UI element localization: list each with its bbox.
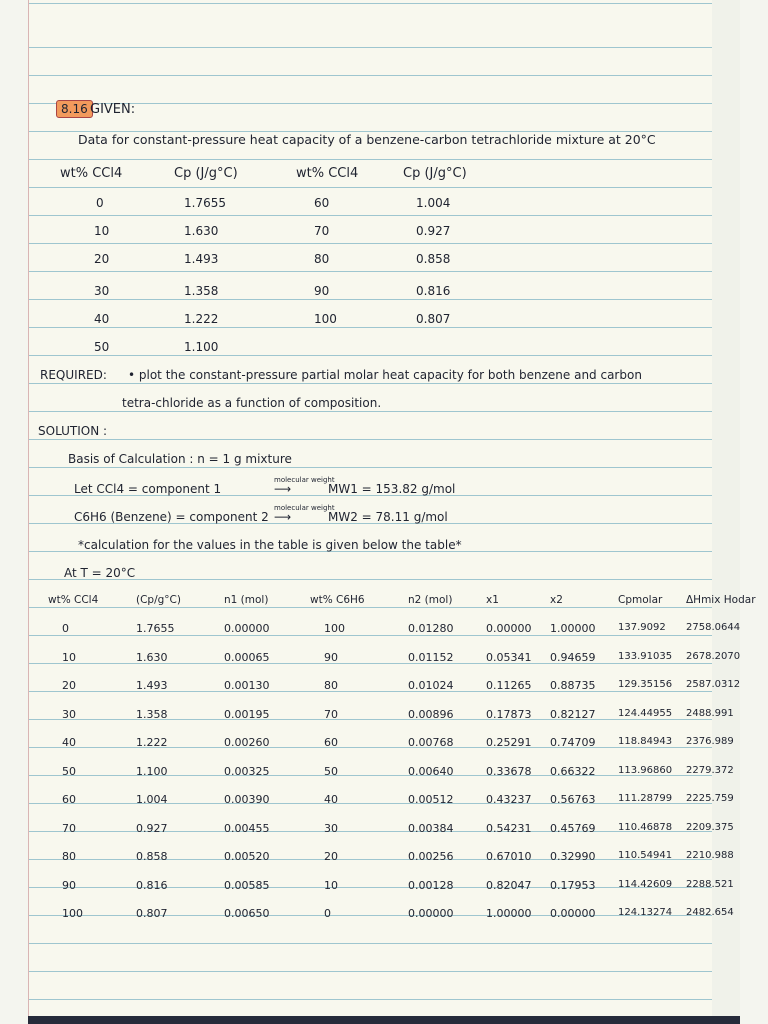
given-right-cp: 0.927 (416, 224, 451, 238)
results-cell-x2: 0.00000 (550, 907, 596, 920)
given-left-cp: 1.7655 (184, 196, 226, 210)
results-cell-dh-mix: 2225.759 (686, 793, 734, 804)
results-header-n1: n1 (mol) (224, 594, 269, 606)
results-cell-x2: 0.32990 (550, 850, 596, 863)
results-cell-x2: 0.45769 (550, 821, 596, 835)
results-cell-cp-molar: 111.28799 (618, 793, 673, 804)
results-cell-x1: 0.25291 (486, 736, 532, 749)
given-right-cp: 0.858 (416, 252, 451, 266)
page-edge (712, 0, 740, 1024)
results-cell-wt-c6h6: 70 (324, 707, 338, 721)
results-cell-wt-c6h6: 10 (324, 878, 338, 892)
results-cell-cp-molar: 110.54941 (618, 850, 673, 861)
results-cell-n1: 0.00260 (224, 736, 270, 749)
results-cell-cp-molar: 124.13274 (618, 907, 673, 918)
solution-label: SOLUTION : (38, 424, 108, 438)
results-cell-cp: 1.100 (136, 764, 168, 778)
results-header-cp: (Cp/g°C) (136, 594, 181, 606)
results-header-wt-c6h6: wt% C6H6 (310, 594, 365, 606)
results-cell-wt-ccl4: 10 (62, 650, 76, 664)
results-cell-wt-ccl4: 60 (62, 793, 76, 806)
results-cell-x2: 0.74709 (550, 736, 596, 749)
given-left-wt: 0 (96, 196, 104, 210)
results-cell-wt-ccl4: 50 (62, 764, 76, 778)
given-right-wt: 70 (314, 224, 330, 238)
results-cell-dh-mix: 2376.989 (686, 736, 734, 747)
results-cell-n2: 0.00512 (408, 793, 454, 806)
results-cell-cp-molar: 110.46878 (618, 821, 673, 833)
results-cell-wt-ccl4: 80 (62, 850, 76, 863)
results-cell-dh-mix: 2210.988 (686, 850, 734, 861)
given-left-wt: 40 (94, 312, 110, 326)
results-cell-n2: 0.00768 (408, 736, 454, 749)
results-cell-x2: 1.00000 (550, 622, 596, 635)
results-cell-n1: 0.00585 (224, 878, 270, 892)
results-header-cp-molar: Cpmolar (618, 594, 663, 606)
results-cell-x1: 0.05341 (486, 650, 532, 664)
results-cell-x1: 0.82047 (486, 878, 532, 892)
results-cell-dh-mix: 2482.654 (686, 907, 734, 918)
results-cell-dh-mix: 2678.2070 (686, 650, 741, 662)
results-cell-n2: 0.01024 (408, 679, 454, 692)
problem-description: Data for constant-pressure heat capacity of a benzene-carbon tetrachloride mixture at 20°C (78, 132, 656, 147)
arrow-note-1: molecular weight (274, 476, 335, 484)
notebook-page (28, 0, 756, 1024)
results-cell-wt-ccl4: 100 (62, 907, 83, 920)
results-header-x2: x2 (550, 594, 563, 606)
results-cell-cp: 0.927 (136, 821, 168, 835)
problem-number-badge: 8.16 (56, 100, 93, 118)
results-cell-x2: 0.17953 (550, 878, 596, 892)
results-cell-n2: 0.00256 (408, 850, 454, 863)
results-cell-wt-c6h6: 0 (324, 907, 331, 920)
results-cell-x2: 0.82127 (550, 707, 596, 721)
results-cell-x2: 0.94659 (550, 650, 596, 664)
results-cell-cp-molar: 129.35156 (618, 679, 673, 690)
results-cell-n1: 0.00390 (224, 793, 270, 806)
results-cell-wt-c6h6: 100 (324, 622, 345, 635)
results-cell-n1: 0.00000 (224, 622, 270, 635)
given-right-cp: 0.816 (416, 284, 451, 298)
results-cell-dh-mix: 2587.0312 (686, 679, 741, 690)
results-cell-x1: 0.17873 (486, 707, 532, 721)
required-line-2: tetra-chloride as a function of composition. (122, 396, 382, 410)
results-cell-x1: 1.00000 (486, 907, 532, 920)
results-cell-x1: 0.11265 (486, 679, 532, 692)
given-right-wt: 80 (314, 252, 330, 266)
results-cell-n1: 0.00455 (224, 821, 270, 835)
given-left-cp: 1.222 (184, 312, 219, 326)
results-cell-wt-ccl4: 90 (62, 878, 76, 892)
component-2-text: C6H6 (Benzene) = component 2 (74, 510, 269, 524)
results-cell-n1: 0.00325 (224, 764, 270, 778)
given-col-header-4: Cp (J/g°C) (403, 166, 467, 181)
arrow-note-2: molecular weight (274, 504, 335, 512)
results-header-n2: n2 (mol) (408, 594, 453, 606)
mw1-value: MW1 = 153.82 g/mol (328, 482, 456, 496)
results-cell-x2: 0.66322 (550, 764, 596, 778)
results-cell-n1: 0.00130 (224, 679, 270, 692)
given-left-wt: 30 (94, 284, 110, 298)
results-cell-n2: 0.00128 (408, 878, 454, 892)
results-cell-wt-ccl4: 20 (62, 679, 76, 692)
component-1-text: Let CCl4 = component 1 (74, 482, 222, 496)
results-cell-cp: 0.858 (136, 850, 168, 863)
basis-text: Basis of Calculation : n = 1 g mixture (68, 452, 292, 466)
given-left-wt: 10 (94, 224, 110, 238)
results-cell-dh-mix: 2758.0644 (686, 622, 741, 633)
results-cell-x1: 0.67010 (486, 850, 532, 863)
results-cell-cp: 1.493 (136, 679, 168, 692)
given-right-wt: 90 (314, 284, 330, 298)
arrow-1: ⟶ (274, 482, 292, 496)
given-left-cp: 1.630 (184, 224, 219, 238)
given-left-cp: 1.100 (184, 340, 219, 354)
results-cell-n2: 0.01152 (408, 650, 454, 664)
results-cell-cp-molar: 114.42609 (618, 878, 673, 890)
calculation-note: *calculation for the values in the table is given below the table* (78, 538, 462, 552)
given-left-cp: 1.358 (184, 284, 219, 298)
given-right-cp: 0.807 (416, 312, 451, 326)
temperature-label: At T = 20°C (64, 566, 136, 580)
results-cell-cp: 1.222 (136, 736, 168, 749)
results-cell-n2: 0.01280 (408, 622, 454, 635)
results-cell-n1: 0.00195 (224, 707, 270, 721)
results-cell-wt-ccl4: 0 (62, 622, 69, 635)
given-right-cp: 1.004 (416, 196, 451, 210)
results-cell-n2: 0.00896 (408, 707, 454, 721)
results-cell-n2: 0.00384 (408, 821, 454, 835)
results-cell-wt-c6h6: 60 (324, 736, 338, 749)
results-cell-dh-mix: 2279.372 (686, 764, 734, 776)
results-cell-wt-c6h6: 20 (324, 850, 338, 863)
results-cell-wt-c6h6: 30 (324, 821, 338, 835)
results-cell-cp-molar: 113.96860 (618, 764, 673, 776)
results-cell-wt-c6h6: 50 (324, 764, 338, 778)
required-line-1: • plot the constant-pressure partial molar heat capacity for both benzene and carbon (128, 368, 642, 382)
results-cell-x2: 0.88735 (550, 679, 596, 692)
results-cell-wt-ccl4: 70 (62, 821, 76, 835)
page-bottom-edge (28, 1016, 740, 1024)
results-header-x1: x1 (486, 594, 499, 606)
results-cell-x1: 0.43237 (486, 793, 532, 806)
given-label: GIVEN: (90, 102, 136, 117)
results-cell-cp-molar: 133.91035 (618, 650, 673, 662)
results-cell-cp-molar: 137.9092 (618, 622, 666, 633)
results-cell-n1: 0.00650 (224, 907, 270, 920)
results-cell-cp-molar: 124.44955 (618, 707, 673, 719)
results-cell-dh-mix: 2488.991 (686, 707, 734, 719)
margin-line (28, 0, 29, 1024)
results-cell-cp: 0.816 (136, 878, 168, 892)
arrow-2: ⟶ (274, 510, 292, 524)
results-cell-x1: 0.54231 (486, 821, 532, 835)
results-cell-dh-mix: 2209.375 (686, 821, 734, 833)
given-right-wt: 100 (314, 312, 337, 326)
results-cell-wt-ccl4: 30 (62, 707, 76, 721)
results-cell-cp: 1.7655 (136, 622, 175, 635)
results-cell-n1: 0.00065 (224, 650, 270, 664)
given-left-wt: 20 (94, 252, 110, 266)
results-cell-cp-molar: 118.84943 (618, 736, 673, 747)
results-cell-cp: 1.358 (136, 707, 168, 721)
given-left-wt: 50 (94, 340, 110, 354)
results-cell-cp: 1.630 (136, 650, 168, 664)
results-cell-wt-c6h6: 80 (324, 679, 338, 692)
results-cell-n1: 0.00520 (224, 850, 270, 863)
given-col-header-3: wt% CCl4 (296, 166, 359, 181)
given-col-header-2: Cp (J/g°C) (174, 166, 238, 181)
results-cell-wt-ccl4: 40 (62, 736, 76, 749)
given-right-wt: 60 (314, 196, 330, 210)
results-cell-x1: 0.00000 (486, 622, 532, 635)
results-cell-cp: 0.807 (136, 907, 168, 920)
results-header-dh-mix: ΔHmix Hodar (686, 594, 756, 606)
given-left-cp: 1.493 (184, 252, 219, 266)
results-cell-dh-mix: 2288.521 (686, 878, 734, 890)
results-cell-n2: 0.00640 (408, 764, 454, 778)
results-cell-cp: 1.004 (136, 793, 168, 806)
mw2-value: MW2 = 78.11 g/mol (328, 510, 448, 524)
results-cell-x2: 0.56763 (550, 793, 596, 806)
results-cell-wt-c6h6: 90 (324, 650, 338, 664)
results-cell-n2: 0.00000 (408, 907, 454, 920)
results-cell-x1: 0.33678 (486, 764, 532, 778)
required-label: REQUIRED: (40, 368, 107, 382)
given-col-header-1: wt% CCl4 (60, 166, 123, 181)
results-header-wt-ccl4: wt% CCl4 (48, 594, 99, 606)
results-cell-wt-c6h6: 40 (324, 793, 338, 806)
